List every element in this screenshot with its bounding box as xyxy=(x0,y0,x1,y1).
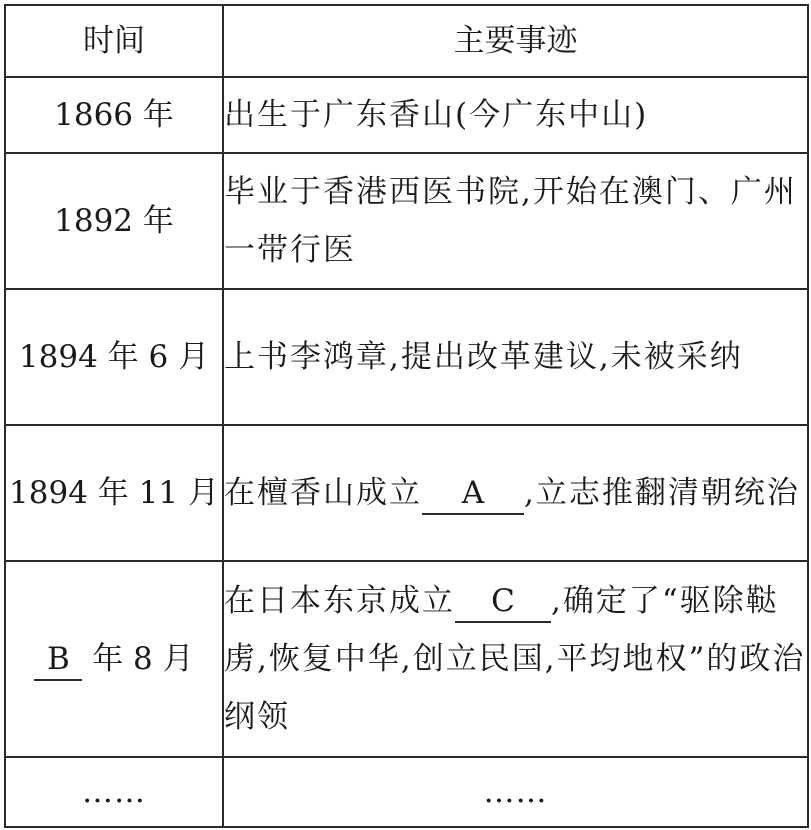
table-header-row xyxy=(5,5,808,77)
table-row xyxy=(5,153,808,289)
event-text-after: ,确定了“驱除鞑虏,恢复中华,创立民国,平均地权”的政治纲领 xyxy=(224,583,806,735)
row-time: 1894 年 6 月 xyxy=(5,289,223,425)
row-time xyxy=(5,561,223,757)
row-event xyxy=(223,425,808,561)
fill-blank-a: A xyxy=(422,473,524,515)
event-text-before: 在檀香山成立 xyxy=(224,475,422,511)
row-time: 1892 年 xyxy=(5,153,223,289)
header-event: 主要事迹 xyxy=(223,5,808,77)
biography-table xyxy=(4,4,809,828)
row-time-ellipsis: …… xyxy=(5,757,223,827)
table-row xyxy=(5,561,808,757)
table-row xyxy=(5,289,808,425)
row-time: 1894 年 11 月 xyxy=(5,425,223,561)
table-row xyxy=(5,77,808,153)
header-time: 时间 xyxy=(5,5,223,77)
row-event: 上书李鸿章,提出改革建议,未被采纳 xyxy=(223,289,808,425)
row-event: 出生于广东香山(今广东中山) xyxy=(223,77,808,153)
row-event: 毕业于香港西医书院,开始在澳门、广州一带行医 xyxy=(223,153,808,289)
row-time: 1866 年 xyxy=(5,77,223,153)
fill-blank-c: C xyxy=(455,581,551,623)
event-text-before: 在日本东京成立 xyxy=(224,583,455,619)
table-row xyxy=(5,757,808,827)
fill-blank-b: B xyxy=(34,639,82,681)
row-event-ellipsis: …… xyxy=(223,757,808,827)
table-row xyxy=(5,425,808,561)
time-text-after: 年 8 月 xyxy=(92,641,194,677)
event-text-after: ,立志推翻清朝统治 xyxy=(524,475,800,511)
row-event xyxy=(223,561,808,757)
